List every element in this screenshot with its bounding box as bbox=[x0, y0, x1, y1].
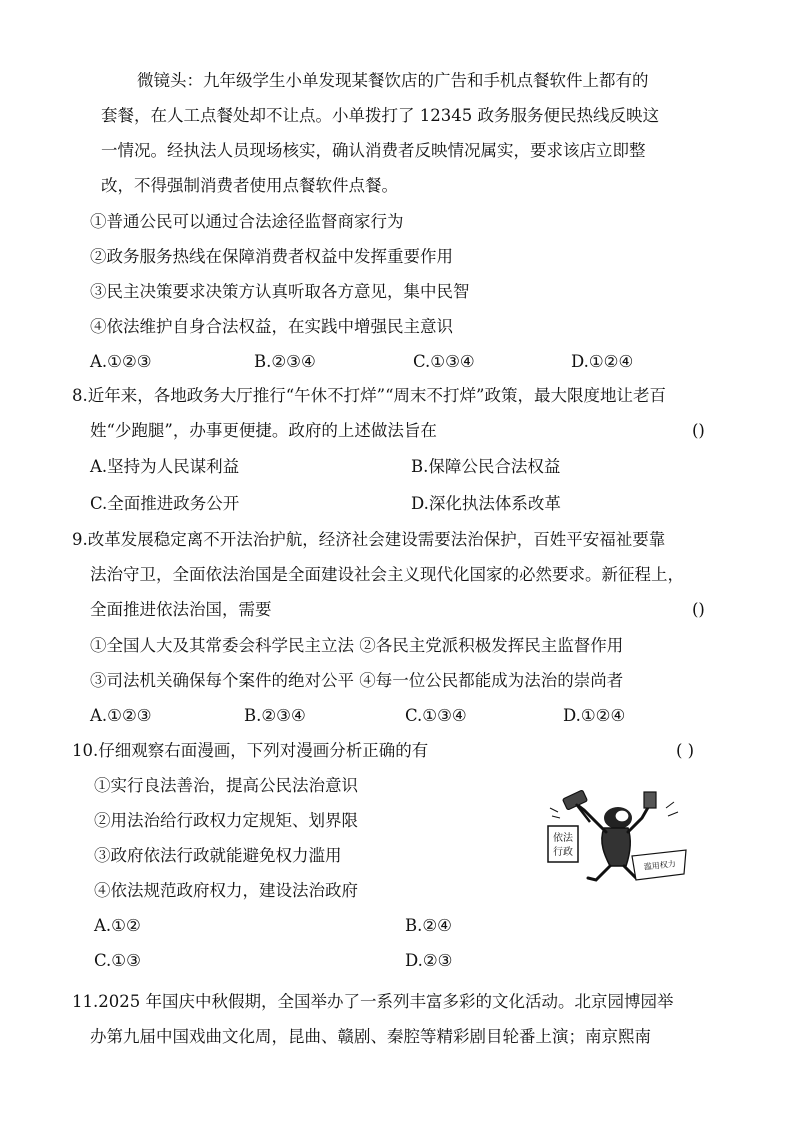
q8-option-c[interactable]: C.全面推进政务公开 bbox=[90, 494, 240, 513]
q8-line-1: 8.近年来，各地政务大厅推行“午休不打烊”“周末不打烊”政策，最大限度地让老百 bbox=[72, 386, 666, 405]
q10-statement-4: ④依法规范政府权力，建设法治政府 bbox=[94, 881, 358, 900]
intro-statement-4: ④依法维护自身合法权益，在实践中增强民主意识 bbox=[90, 317, 453, 336]
cartoon-illustration bbox=[546, 788, 688, 888]
q11-line-2: 办第九届中国戏曲文化周，昆曲、赣剧、秦腔等精彩剧目轮番上演；南京熙南 bbox=[90, 1027, 651, 1046]
cartoon-sign-line-2: 行政 bbox=[553, 847, 573, 858]
q10-statement-2: ②用法治给行政权力定规矩、划界限 bbox=[94, 811, 358, 830]
intro-statement-2: ②政务服务热线在保障消费者权益中发挥重要作用 bbox=[90, 247, 453, 266]
q10-answer-paren[interactable]: ( ) bbox=[676, 741, 695, 760]
q8-option-b[interactable]: B.保障公民合法权益 bbox=[411, 457, 561, 476]
q9-statement-row-1: ①全国人大及其常委会科学民主立法 ②各民主党派积极发挥民主监督作用 bbox=[90, 636, 624, 655]
q8-line-2: 姓“少跑腿”，办事更便捷。政府的上述做法旨在 bbox=[90, 421, 437, 440]
q11-line-1: 11.2025 年国庆中秋假期，全国举办了一系列丰富多彩的文化活动。北京园博园举 bbox=[72, 992, 674, 1011]
intro-option-d[interactable]: D.①②④ bbox=[571, 352, 634, 371]
intro-statement-1: ①普通公民可以通过合法途径监督商家行为 bbox=[90, 212, 404, 231]
cartoon-paper-text: 滥用权力 bbox=[643, 859, 677, 872]
q8-option-a[interactable]: A.坚持为人民谋利益 bbox=[90, 457, 240, 476]
q9-answer-paren[interactable]: () bbox=[692, 600, 705, 619]
q9-option-c[interactable]: C.①③④ bbox=[405, 706, 467, 725]
q9-line-1: 9.改革发展稳定离不开法治护航，经济社会建设需要法治保护，百姓平安福祉要靠 bbox=[72, 530, 666, 549]
q9-line-2: 法治守卫，全面依法治国是全面建设社会主义现代化国家的必然要求。新征程上， bbox=[90, 565, 684, 584]
cartoon-figure-body bbox=[602, 828, 630, 866]
q10-option-d[interactable]: D.②③ bbox=[405, 951, 453, 970]
q9-line-3: 全面推进依法治国，需要 bbox=[90, 600, 272, 619]
q8-option-d[interactable]: D.深化执法体系改革 bbox=[411, 494, 561, 513]
intro-line-2: 套餐，在人工点餐处却不让点。小单拨打了 12345 政务服务便民热线反映这 bbox=[101, 106, 659, 125]
intro-line-1: 微镜头：九年级学生小单发现某餐饮店的广告和手机点餐软件上都有的 bbox=[137, 71, 649, 90]
intro-option-a[interactable]: A.①②③ bbox=[90, 352, 152, 371]
q9-option-d[interactable]: D.①②④ bbox=[563, 706, 626, 725]
q10-statement-1: ①实行良法善治，提高公民法治意识 bbox=[94, 776, 358, 795]
intro-statement-3: ③民主决策要求决策方认真听取各方意见，集中民智 bbox=[90, 282, 470, 301]
q10-option-a[interactable]: A.①② bbox=[94, 916, 141, 935]
intro-line-3: 一情况。经执法人员现场核实，确认消费者反映情况属实，要求该店立即整 bbox=[101, 141, 646, 160]
cartoon-hammer bbox=[562, 790, 587, 810]
q10-line: 10.仔细观察右面漫画，下列对漫画分析正确的有 bbox=[72, 741, 429, 760]
q10-option-b[interactable]: B.②④ bbox=[405, 916, 452, 935]
q10-statement-3: ③政府依法行政就能避免权力滥用 bbox=[94, 846, 342, 865]
cartoon-sign-line-1: 依法 bbox=[553, 833, 573, 844]
q8-answer-paren[interactable]: () bbox=[692, 421, 705, 440]
intro-line-4: 改，不得强制消费者使用点餐软件点餐。 bbox=[101, 176, 398, 195]
q9-statement-row-2: ③司法机关确保每个案件的绝对公平 ④每一位公民都能成为法治的崇尚者 bbox=[90, 671, 624, 690]
intro-option-b[interactable]: B.②③④ bbox=[254, 352, 316, 371]
intro-option-c[interactable]: C.①③④ bbox=[413, 352, 475, 371]
q9-option-a[interactable]: A.①②③ bbox=[90, 706, 152, 725]
q10-option-c[interactable]: C.①③ bbox=[94, 951, 141, 970]
q9-option-b[interactable]: B.②③④ bbox=[244, 706, 306, 725]
